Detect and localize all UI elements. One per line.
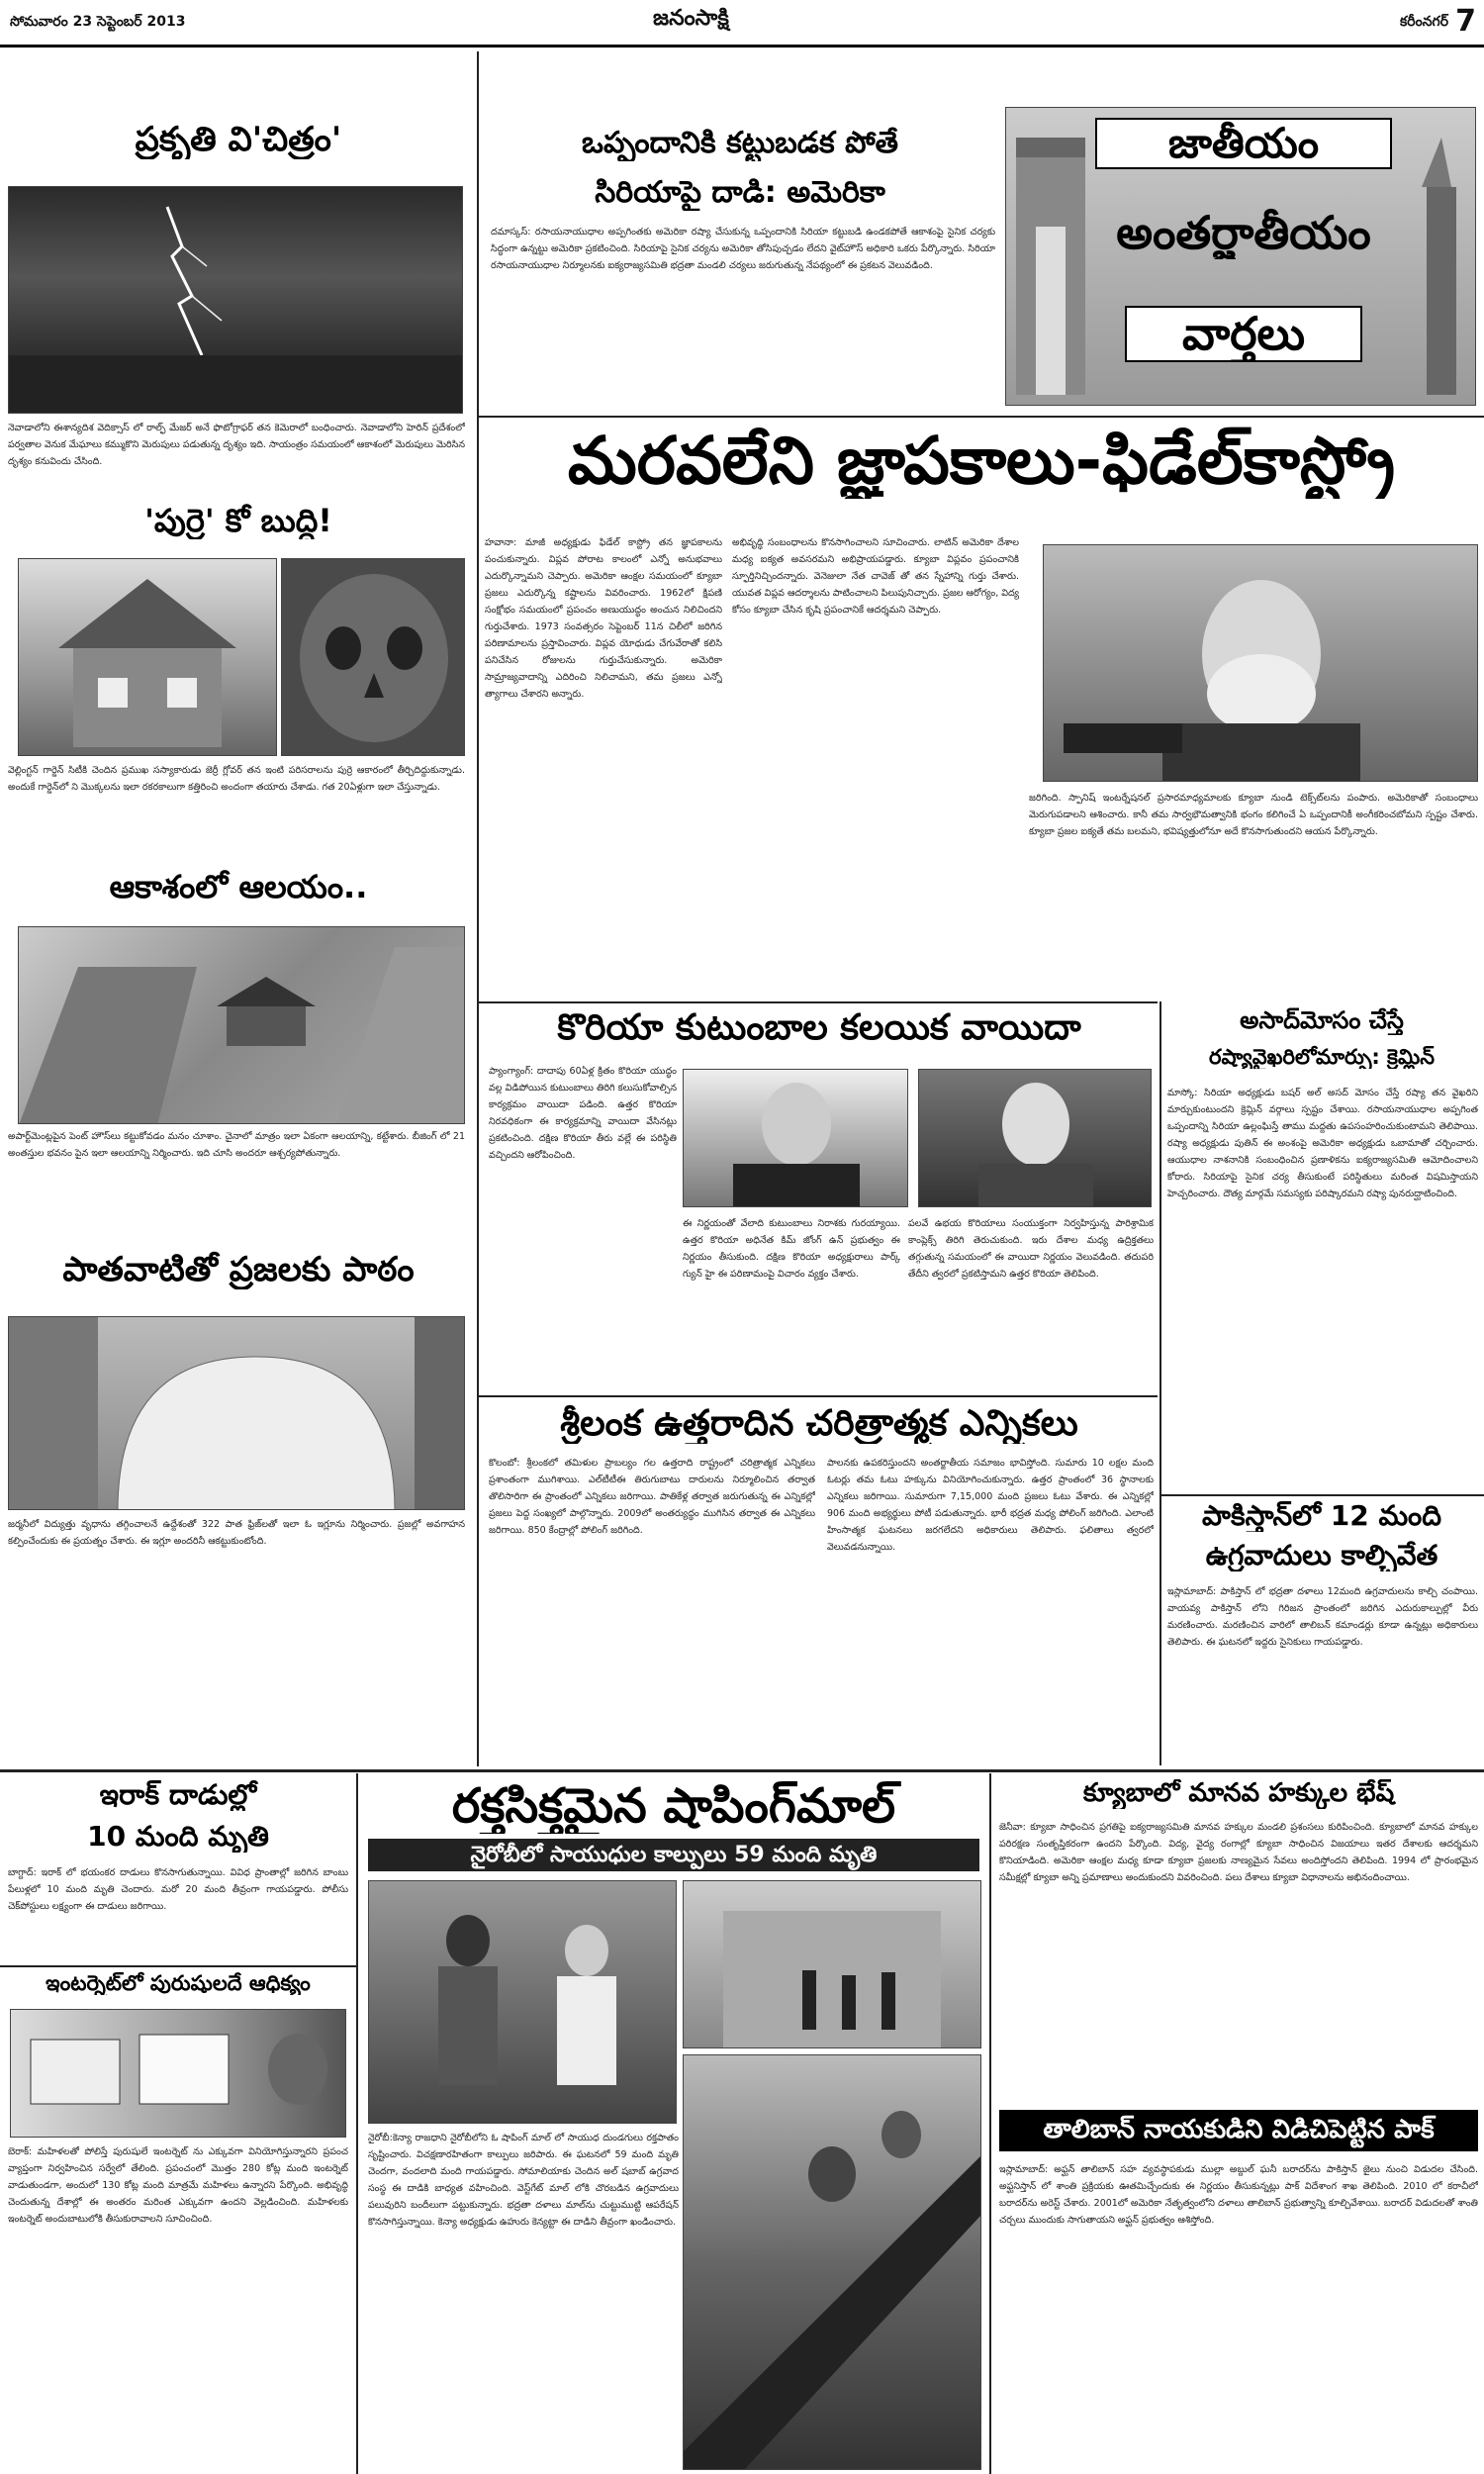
article-taliban: ఇస్లామాబాద్: అఫ్ఘన్ తాలిబాన్ సహ వ్యవస్థాపకుడు ముల్లా అబ్దుల్ ఘనీ బరాదర్‌ను పాకిస్తాన్ జైలు నుంచి విడుదల చేసింది. అఫ్ఘనిస్తాన్ లో శాంతి ప్రక్రియకు ఊతమిచ్చేందుకు ఈ నిర్ణయం తీసుకున్నట్లు పాక్ విదేశాంగ శాఖ తెలిపింది. 2010 లో కరాచీలో బరాదర్‌ను అరెస్ట్ చేశారు. 2001లో అమెరికా నేతృత్వంలోని దళాలు తాలిబాన్ ప్రభుత్వాన్ని కూల్చివేశాయి. బరాదర్ విడుదలతో శాంతి చర్చలు ముందుకు సాగుతాయని అఫ్ఘన్ ప్రభుత్వం ఆశిస్తోంది. [999, 2164, 1478, 2226]
headline-iraq-line2: 10 మంది మృతి [87, 1821, 269, 1853]
internet-users-photo [10, 2009, 346, 2138]
headline-srilanka: శ్రీలంక ఉత్తరాదిన చరిత్రాత్మక ఎన్నికలు [560, 1403, 1078, 1444]
section-rule [0, 1965, 356, 1967]
article-cuba-rights: జెనీవా: క్యూబా సాధించిన ప్రగతిపై ఐక్యరాజ్యసమితి మానవ హక్కుల మండలి ప్రశంసలు కురిపించింది. క్యూబాలో మానవ హక్కుల పరిరక్షణ సంతృప్తికరంగా ఉందని పేర్కొంది. విద్య, వైద్య రంగాల్లో క్యూబా సాధించిన విజయాలు ఇతర దేశాలకు ఆదర్శమని కొనియాడింది. అమెరికా ఆంక్షల మధ్య కూడా క్యూబా ప్రజలకు నాణ్యమైన సేవలు అందిస్తోందని తెలిపింది. 1994 లో ప్రారంభమైన సమీక్షల్లో క్యూబా అన్ని ప్రమాణాలు అందుకుందని వివరించింది. పలు దేశాలు క్యూబా విధానాలను అభినందించాయి. [999, 1822, 1478, 1883]
headline-internet: ఇంటర్నెట్‌లో పురుషులదే ఆధిక్యం [46, 1971, 311, 1995]
security-forces-photo [683, 1880, 981, 2048]
park-geun-hye-photo [918, 1069, 1152, 1207]
article-mall: నైరోబీ:కెన్యా రాజధాని నైరోబీలోని ఓ షాపింగ్ మాల్ లో సాయుధ దుండగులు రక్తపాతం సృష్టించారు. విచక్షణారహితంగా కాల్పులు జరిపారు. ఈ ఘటనలో 59 మంది మృతి చెందగా, వందలాది మంది గాయపడ్డారు. సోమాలియాకు చెందిన అల్ షబాబ్ ఉగ్రవాద సంస్థ ఈ దాడికి బాధ్యత వహించింది. వెస్ట్‌గేట్ మాల్ లోకి చొరబడిన ఉగ్రవాదులు పలువురిని బందీలుగా పట్టుకున్నారు. భద్రతా దళాలు మాల్‌ను చుట్టుముట్టి ఆపరేషన్ కొనసాగిస్తున్నాయి. కెన్యా అధ్యక్షుడు ఉహురు కెన్యట్టా ఈ దాడిని తీవ్రంగా ఖండించారు. [368, 2133, 679, 2228]
headline-russia-line1: అసాద్‌మోసం చేస్తే [1240, 1007, 1404, 1034]
column-rule [1159, 1001, 1161, 1765]
article-internet: బెరాక్: మహిళలతో పోలిస్తే పురుషులే ఇంటర్నెట్ ను ఎక్కువగా వినియోగిస్తున్నారని ప్రపంచ వ్యాప్తంగా నిర్వహించిన సర్వేలో తేలింది. ప్రపంచంలో మొత్తం 280 కోట్ల మంది ఇంటర్నెట్ వాడుతుండగా, అందులో 130 కోట్ల మంది మాత్రమే మహిళలు ఉన్నారని పేర్కొంది. అభివృద్ధి చెందుతున్న దేశాల్లో ఈ అంతరం మరింత ఎక్కువగా ఉందని వెల్లడించింది. మహిళలకు ఇంటర్నెట్ అందుబాటులోకి తీసుకురావాలని సూచించింది. [8, 2146, 348, 2225]
soldiers-icon [684, 1881, 981, 2048]
lightning-icon [9, 187, 463, 414]
igloo-icon [9, 1317, 465, 1510]
fidel-castro-photo [1043, 544, 1478, 782]
article-syria: దమాస్కస్: రసాయనాయుధాల అప్పగింతకు అమెరికా రష్యా చేసుకున్న ఒప్పందానికి సిరియా కట్టుబడి ఉండకపోతే ఆకాశంపై సైనిక చర్యకు సిద్ధంగా ఉన్నట్టు అమెరికా ప్రకటించింది. సిరియాపై సైనిక చర్యను అమెరికా తోసిపుచ్చడం లేదని వైట్‌హౌస్ అధికారి ఒకరు పేర్కొన్నారు. సిరియా రసాయనాయుధాల నిర్మూలనకు ఐక్యరాజ్యసమితి భద్రతా మండలి చర్యలు జరుగుతున్న నేపథ్యంలో ఈ ప్రకటన వెలువడింది. [491, 227, 995, 271]
section-rule [0, 1769, 1484, 1772]
computer-icon [11, 2010, 346, 2138]
headline-fridge-igloo: పాతవాటితో ప్రజలకు పాఠం [62, 1251, 415, 1289]
fridge-igloo-photo [8, 1316, 465, 1510]
issue-date: సోమవారం 23 సెప్టెంబర్ 2013 [10, 14, 186, 30]
article-fidel-col2: అభివృద్ధి సంబంధాలను కొనసాగించాలని సూచించారు. లాటిన్ అమెరికా దేశాల మధ్య ఐక్యత అవసరమని అభిప్రాయపడ్డారు. క్యూబా విప్లవం ప్రపంచానికి స్ఫూర్తినిచ్చిందన్నారు. వెనెజులా నేత చావెజ్ తో తన స్నేహాన్ని గుర్తు చేశారు. యువత విప్లవ ఆదర్శాలను పాటించాలని పిలుపునిచ్చారు. ప్రజల ఆరోగ్యం, విద్య కోసం క్యూబా చేసిన కృషి ప్రపంచానికే ఆదర్శమని చెప్పారు. [732, 537, 1019, 616]
newspaper-logo: జనంసాక్షి [653, 6, 729, 31]
caption-fridge-igloo: జర్మనీలో విద్యుత్తు వృధాను తగ్గించాలనే ఉద్దేశంతో 322 పాత ఫ్రిజ్‌లతో ఇలా ఓ ఇగ్లూను నిర్మించారు. ప్రజల్లో అవగాహన కల్పించేందుకు ఈ ప్రయత్నం చేశారు. ఈ ఇగ్లూ అందరినీ ఆకట్టుకుంటోంది. [8, 1519, 465, 1547]
headline-nature-wonder: ప్రకృతి వి'చిత్రం' [135, 121, 342, 159]
section-rule [479, 416, 1484, 418]
banner-line3: వార్తలు [1125, 306, 1362, 362]
edition-location: కరీంనగర్ [1400, 14, 1448, 30]
masthead [0, 0, 1484, 48]
headline-cuba-rights: క్యూబాలో మానవ హక్కుల భేష్ [1082, 1779, 1395, 1808]
column-rule [989, 1773, 991, 2474]
headline-skull-garden: 'పుర్రె' కో బుద్ధి! [144, 503, 332, 539]
mall-victims-photo [368, 1880, 677, 2124]
portrait-icon [1044, 545, 1478, 782]
caption-nature: నెవాడాలోని ఈశాన్యదిశ వెదిక్సాస్ లో రాల్ఫ్ మేజర్ అనే ఫొటోగ్రాఫర్ తన కెమెరాలో బంధించారు. నెవాడాలోని హెరిన్ ప్రదేశంలో పర్వతాల వెనుక మేఘాలు కమ్ముకొని మెరుపులు పడుతున్న దృశ్యం ఇది. సాయంత్రం సమయంలో ఆకాశంలో మెరుపులు మెరిసిన దృశ్యం కనువిందు చేసింది. [8, 423, 465, 467]
section-rule [479, 1001, 1158, 1003]
article-russia: మాస్కో: సిరియా అధ్యక్షుడు బషర్ అల్ అసద్ మోసం చేస్తే రష్యా తన వైఖరిని మార్చుకుంటుందని క్రెమ్లిన్ వర్గాలు స్పష్టం చేశాయి. రసాయనాయుధాల అప్పగింత ఒప్పందాన్ని సిరియా ఉల్లంఘిస్తే తాము మద్దతు ఉపసంహరించుకుంటామని తెలిపాయి. రష్యా అధ్యక్షుడు పుతిన్ ఈ అంశంపై అమెరికా అధ్యక్షుడు ఒబామాతో చర్చించారు. ఆయుధాల నాశనానికి సంబంధించిన ప్రణాళికను ఐక్యరాజ్యసమితి ఆమోదించాలని కోరారు. సిరియాపై సైనిక చర్య తీసుకుంటే పరిస్థితులు మరింత విషమిస్తాయని హెచ్చరించారు. దౌత్య మార్గమే సమస్యకు పరిష్కారమని రష్యా పునరుద్ఘాటించింది. [1167, 1088, 1478, 1199]
section-rule [479, 1395, 1158, 1397]
headline-syria-line1: ఒప్పందానికి కట్టుబడక పోతే [582, 127, 898, 160]
article-fidel-col1: హవానా: మాజీ అధ్యక్షుడు ఫిడేల్ కాస్ట్రో తన జ్ఞాపకాలను పంచుకున్నారు. విప్లవ పోరాట కాలంలో ఎన్నో అనుభవాలు ఎదుర్కొన్నామని చెప్పారు. అమెరికా ఆంక్షల సమయంలో క్యూబా ప్రజలు ఎదుర్కొన్న కష్టాలను వివరించారు. 1962లో క్షిపణి సంక్షోభం సమయంలో ప్రపంచం అణుయుద్ధం అంచున నిలిచిందని గుర్తుచేశారు. 1973 సంవత్సరం సెప్టెంబర్ 11న చిలీలో జరిగిన పరిణామాలను ప్రస్తావించారు. విప్లవ యోధుడు చేగువేరాతో కలిసి పనిచేసిన రోజులను గుర్తుచేసుకున్నారు. అమెరికా సామ్రాజ్యవాదాన్ని ఎదిరించి నిలిచామని, తమ ప్రజలు ఎన్నో త్యాగాలు చేశారని అన్నారు. [485, 537, 722, 700]
headline-fidel-castro: మరవలేని జ్ఞాపకాలు-ఫిడేల్‌కాస్ట్రో [567, 424, 1396, 499]
column-rule [356, 1773, 358, 2474]
building-icon [19, 927, 465, 1124]
caption-sky-temple: అపార్ట్‌మెంట్లపైన పెంట్ హౌస్‌లు కట్టుకోవడం మనం చూశాం. చైనాలో మాత్రం ఇలా ఏకంగా ఆలయాన్ని, కట్టేశారు. బీజింగ్ లో 21 అంతస్తుల భవనం పైన ఇలా ఆలయాన్ని నిర్మించారు. ఇది చూసి అందరూ ఆశ్చర్యపోతున్నారు. [8, 1131, 465, 1159]
house-photo [18, 558, 277, 756]
headline-pakistan-line2: ఉగ్రవాదులు కాల్చివేత [1205, 1540, 1438, 1571]
kim-jong-un-photo [683, 1069, 908, 1207]
people-icon [369, 1881, 677, 2124]
headline-russia-line2: రష్యావైఖరిలోమార్పు: క్రెమ్లిన్ [1209, 1045, 1435, 1069]
skull-hedge-photo [281, 558, 465, 756]
section-rule [1161, 1494, 1484, 1496]
escalator-icon [684, 2055, 981, 2470]
article-fidel-col3: జరిగింది. స్పానిష్ ఇంటర్నేషనల్ ప్రసారమాధ్యమాలకు క్యూబా నుండి టెక్స్‌ట్‌లను పంపారు. అమెరికాతో సంబంధాలు మెరుగుపడాలని ఆశించారు. కానీ తమ సార్వభౌమత్వానికి భంగం కలిగించే ఏ ఒప్పందానికీ అంగీకరించబోమని స్పష్టం చేశారు. క్యూబా ప్రజల ఐక్యతే తమ బలమని, భవిష్యత్తులోనూ అదే కొనసాగుతుందని ఆయన పేర్కొన్నారు. [1029, 793, 1478, 837]
column-rule [477, 51, 479, 1766]
headline-taliban: తాలిబాన్ నాయకుడిని విడిచిపెట్టిన పాక్ [999, 2110, 1478, 2151]
caption-skull: వెల్లింగ్టన్ గార్డెన్ సిటీకి చెందిన ప్రముఖ సస్యాకారుడు జెర్రీ గ్లోవర్ తన ఇంటి పరిసరాలను పుర్రె ఆకారంలో తీర్చిదిద్దుకున్నాడు. అందుకే గార్డెన్‌లో ని మొక్కలను ఇలా రకరకాలుగా కత్తిరించి అందంగా తయారు చేశాడు. గత 20ఏళ్లుగా ఇలా చేస్తున్నాడు. [8, 765, 465, 793]
headline-shopping-mall: రక్తసిక్తమైన షాపింగ్‌మాల్ [451, 1779, 896, 1834]
headline-korea: కొరియా కుటుంబాల కలయిక వాయిదా [557, 1007, 1081, 1048]
article-pakistan: ఇస్లామాబాద్: పాకిస్తాన్ లో భద్రతా దళాలు 12మంది ఉగ్రవాదులను కాల్చి చంపాయి. వాయవ్య పాకిస్తాన్ లోని గిరిజన ప్రాంతంలో జరిగిన ఎదురుకాల్పుల్లో వీరు మరణించారు. మరణించిన వారిలో తాలిబన్ కమాండర్లు కూడా ఉన్నట్లు అధికారులు తెలిపారు. ఈ ఘటనలో ఇద్దరు సైనికులు గాయపడ్డారు. [1167, 1586, 1478, 1648]
skull-icon [282, 559, 465, 756]
portrait-icon [919, 1070, 1152, 1207]
article-srilanka-col2: పాలనకు ఉపకరిస్తుందని అంతర్జాతీయ సమాజం భావిస్తోంది. సుమారు 10 లక్షల మంది ఓటర్లు తమ ఓటు హక్కును వినియోగించుకున్నారు. ఉత్తర ప్రాంతంలో 36 స్థానాలకు ఎన్నికలు జరిగాయి. సుమారుగా 7,15,000 మంది ప్రజలు ఓటు వేశారు. ఈ ఎన్నికల్లో 906 మంది అభ్యర్థులు పోటీ పడుతున్నారు. భారీ భద్రత మధ్య పోలింగ్ జరిగింది. ఎలాంటి హింసాత్మక ఘటనలు జరగలేదని అధికారులు తెలిపారు. ఫలితాలు త్వరలో వెలువడనున్నాయి. [827, 1458, 1154, 1553]
article-korea-right: పలవే ఉభయ కొరియాలు సంయుక్తంగా నిర్వహిస్తున్న పారిశ్రామిక కాంప్లెక్స్ తిరిగి తెరుచుకుంది. ఇరు దేశాల మధ్య ఉద్రిక్తతలు తగ్గుతున్న సమయంలో ఈ వాయిదా నిర్ణయం వెలువడింది. తదుపరి తేదీని త్వరలో ప్రకటిస్తామని ఉత్తర కొరియా తెలిపింది. [908, 1218, 1154, 1280]
banner-line1: జాతీయం [1095, 118, 1392, 169]
national-international-banner [1005, 107, 1476, 406]
house-icon [19, 559, 277, 756]
headline-pakistan-line1: పాకిస్తాన్‌లో 12 మంది [1201, 1500, 1442, 1532]
article-iraq: బాగ్దాద్: ఇరాక్ లో భయంకర దాడులు కొనసాగుతున్నాయి. వివిధ ప్రాంతాల్లో జరిగిన బాంబు పేలుళ్లలో 10 మంది మృతి చెందారు. మరో 20 మంది తీవ్రంగా గాయపడ్డారు. పోలీసు చెక్‌పోస్టులు లక్ష్యంగా ఈ దాడులు జరిగాయి. [8, 1867, 348, 1912]
rooftop-temple-photo [18, 926, 465, 1124]
article-korea-left: ప్యాంగ్యాంగ్: దాదాపు 60ఏళ్ల క్రితం కొరియా యుద్ధం వల్ల విడిపోయిన కుటుంబాలు తిరిగి కలుసుకోవాల్సిన కార్యక్రమం వాయిదా పడింది. ఉత్తర కొరియా నిరవధికంగా ఈ కార్యక్రమాన్ని వాయిదా వేసినట్లు ప్రకటించింది. దక్షిణ కొరియా తీరు వల్లే ఈ పరిస్థితి వచ్చిందని ఆరోపించింది. [489, 1066, 677, 1161]
headline-syria-line2: సిరియాపై దాడి: అమెరికా [595, 176, 885, 210]
page-number: 7 [1455, 4, 1476, 39]
portrait-icon [684, 1070, 908, 1207]
subhead-nairobi: నైరోబీలో సాయుధుల కాల్పులు 59 మంది మృతి [368, 1839, 979, 1871]
banner-line2: అంతర్జాతీయం [1116, 207, 1371, 259]
article-srilanka-col1: కొలంబో: శ్రీలంకలో తమిళుల ప్రాబల్యం గల ఉత్తరాది రాష్ట్రంలో చరిత్రాత్మక ఎన్నికలు ప్రశాంతంగా ముగిశాయి. ఎల్‌టీటీఈ తిరుగుబాటు దారులను నిర్మూలించిన తర్వాత తొలిసారిగా ఈ ప్రాంతంలో ఎన్నికలు జరిగాయి. పాతికేళ్ల తర్వాత జరుగుతున్న ఈ ఎన్నికల్లో ప్రజలు పెద్ద సంఖ్యలో పాల్గొన్నారు. 2009లో అంతర్యుద్ధం ముగిసిన తర్వాత ఈ ఎన్నికలు జరిగాయి. 850 కేంద్రాల్లో పోలింగ్ జరిగింది. [489, 1458, 815, 1536]
escalator-photo [683, 2054, 981, 2470]
article-korea-mid: ఈ నిర్ణయంతో వేలాది కుటుంబాలు నిరాశకు గురయ్యాయి. ఉత్తర కొరియా అధినేత కిమ్ జోంగ్ ఉన్ ప్రభుత్వం ఈ నిర్ణయం తీసుకుంది. దక్షిణ కొరియా అధ్యక్షురాలు పార్క్ గ్యున్ హై ఈ పరిణామంపై విచారం వ్యక్తం చేశారు. [683, 1218, 900, 1280]
lightning-storm-photo [8, 186, 463, 414]
headline-sky-temple: ఆకాశంలో ఆలయం.. [109, 869, 368, 905]
headline-iraq-line1: ఇరాక్ దాడుల్లో [99, 1779, 257, 1811]
